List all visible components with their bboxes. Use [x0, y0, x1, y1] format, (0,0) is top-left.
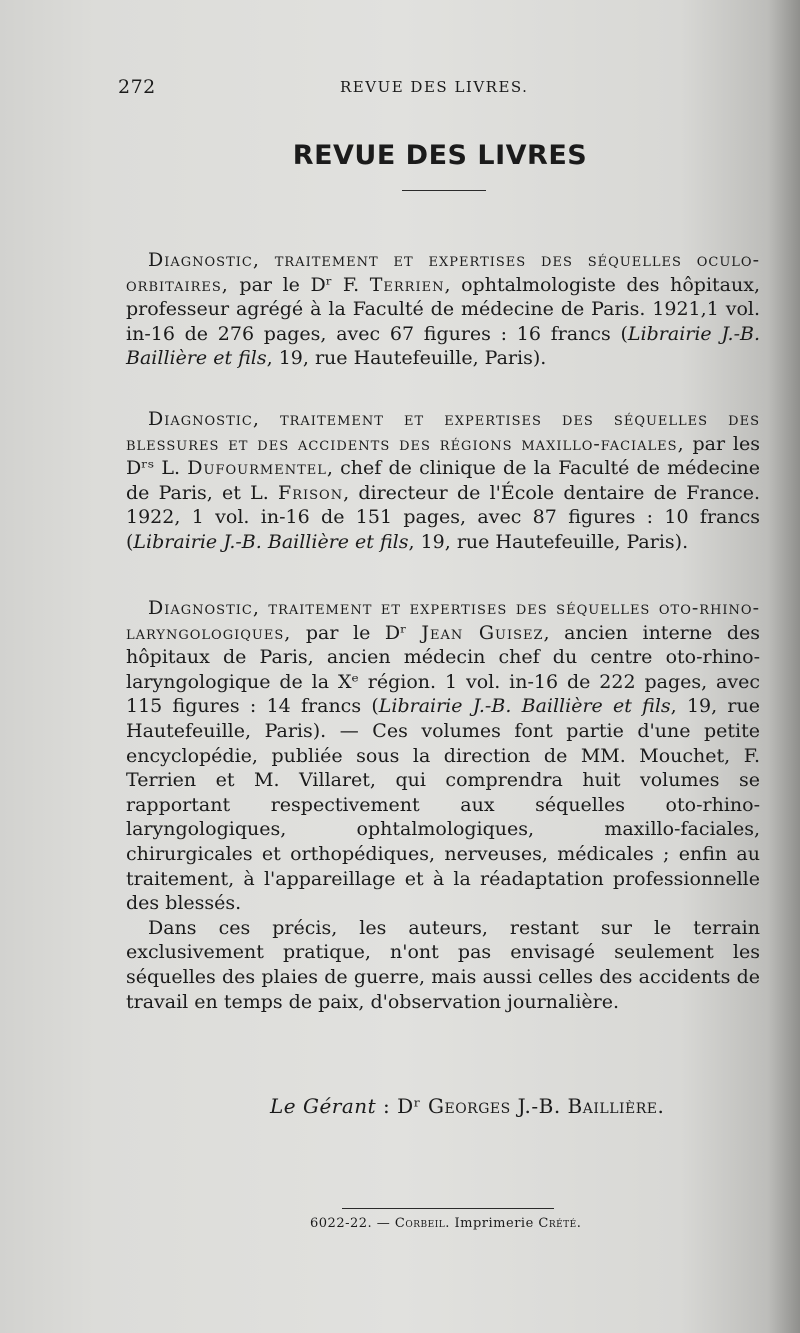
entry-title: Diagnostic, traitement et expertises des séquelles des blessures et des accidents des régions maxillo-faciales,	[126, 408, 760, 455]
imprint-text: . Imprimerie	[445, 1216, 539, 1231]
entry-author: Jean Guisez	[421, 621, 544, 644]
section-title: REVUE DES LIVRES	[292, 140, 588, 171]
book-review-entry	[126, 248, 760, 371]
signature-separator: : Dʳ	[376, 1094, 428, 1118]
entry-text: , ancien interne des hôpitaux de Paris, ancien médecin chef du centre oto-rhino-laryngologique de la Xᵉ région. 1 vol. in-16 de 222 pages, avec 115 figures : 14 francs (	[126, 621, 760, 718]
entry-text: par le Dʳ F.	[228, 273, 370, 296]
signature-name: Georges J.-B. Baillière.	[428, 1094, 665, 1118]
entry-title: Diagnostic, traitement et expertises des séquelles oto-rhino-laryngologiques,	[126, 597, 760, 644]
running-head: REVUE DES LIVRES.	[340, 78, 529, 96]
printer-imprint	[310, 1216, 610, 1231]
entry-title: Diagnostic, traitement et expertises des séquelles oculo-orbitaires,	[126, 249, 760, 296]
entry-author: Dufourmentel	[187, 457, 327, 480]
entry-paragraph	[126, 407, 760, 555]
imprint-number: 6022-22. —	[310, 1216, 395, 1231]
entry-text: , chef de clinique de la Faculté de médecine de Paris, et L.	[126, 457, 760, 504]
footer-rule	[342, 1208, 554, 1209]
entry-publisher: Librairie J.-B. Baillière et fils	[133, 530, 409, 553]
entry-text: , directeur de l'École dentaire de France. 1922, 1 vol. in-16 de 151 pages, avec 87 figures : 10 francs (	[126, 481, 760, 553]
imprint-printer: Crété.	[538, 1216, 582, 1231]
page-header	[118, 76, 758, 100]
signature-label: Le Gérant	[270, 1094, 377, 1118]
book-review-entry	[126, 407, 760, 555]
entry-paragraph	[126, 596, 760, 916]
entry-text: , 19, rue Hautefeuille, Paris).	[266, 347, 547, 370]
entry-text: , 19, rue Hautefeuille, Paris).	[408, 530, 689, 553]
entry-text: par le Dʳ	[291, 621, 422, 644]
entry-text: , ophtalmologiste des hôpitaux, professeur agrégé à la Faculté de médecine de Paris. 1921,1 vol. in-16 de 276 pages, avec 67 figures : 16 francs (	[126, 273, 761, 345]
entry-publisher: Librairie J.-B. Baillière et fils	[126, 322, 761, 370]
entry-text: , 19, rue Hautefeuille, Paris). — Ces volumes font partie d'une petite encyclopédie, publiée sous la direction de MM. Mouchet, F. Terrien et M. Villaret, qui comprendra huit volumes se rapportant respectivement aux séquelles oto-rhino-laryngologiques, ophtalmologiques, maxillo-faciales, chirurgicales et orthopédiques, nerveuses, médicales ; enfin au traitement, à l'appareillage et à la réadaptation professionnelle des blessés.	[126, 695, 760, 915]
imprint-city: Corbeil	[394, 1216, 446, 1231]
entry-paragraph: Dans ces précis, les auteurs, restant sur le terrain exclusivement pratique, n'ont pas envisagé seulement les séquelles des plaies de guerre, mais aussi celles des accidents de travail en temps de paix, d'observation journalière.	[126, 916, 760, 1013]
title-rule	[402, 190, 486, 191]
entry-publisher: Librairie J.-B. Baillière et fils	[378, 695, 671, 718]
page-number: 272	[118, 76, 156, 98]
book-review-entry	[126, 596, 760, 1014]
entry-text: par les Dʳˢ L.	[126, 432, 760, 480]
entry-author: Terrien	[369, 273, 445, 296]
signature-line	[270, 1094, 760, 1118]
entry-author: Frison	[278, 481, 344, 504]
entry-paragraph	[126, 248, 760, 371]
